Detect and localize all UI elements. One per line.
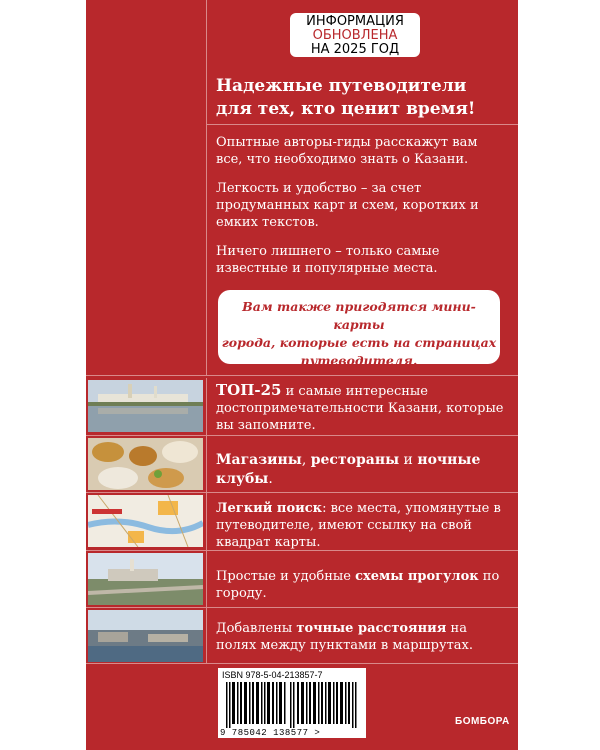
feature-distances-bold: точные расстояния: [296, 621, 447, 636]
feature-walks-bold: схемы прогулок: [355, 569, 479, 584]
divider: [86, 607, 518, 608]
vertical-divider: [206, 378, 207, 663]
city-panorama-photo: [88, 610, 203, 662]
feature-top25-bold: ТОП-25: [216, 381, 282, 399]
feature-distances-pre: Добавлены: [216, 621, 297, 636]
barcode-digits: 9 785042 138577 >: [220, 728, 321, 738]
map-thumbnail: [88, 495, 203, 547]
note-line3: путеводителя.: [300, 353, 418, 368]
feature-search-bold: Легкий поиск: [216, 501, 323, 516]
feature-distances: [216, 620, 506, 654]
note-line1: Вам также пригодятся мини-карты: [242, 299, 476, 332]
barcode: [218, 668, 366, 738]
feature-shops-text-1: ,: [301, 452, 311, 468]
feature-shops-text-3: .: [268, 471, 273, 487]
kremlin-photo: [88, 380, 203, 432]
paragraph-ease: Легкость и удобство – за счет продуманных карт и схем, коротких и емких текстов.: [216, 181, 479, 230]
barcode-bars: [226, 682, 358, 728]
divider: [86, 663, 518, 664]
vertical-divider: [206, 0, 207, 375]
isbn-text: ISBN 978-5-04-213857-7: [222, 670, 323, 680]
paragraph-nothing-extra: Ничего лишнего – только самые известные и популярные места.: [216, 244, 440, 276]
feature-search-text: : все места, упомянутые в путеводителе, имеют ссылку на свой квадрат карты.: [216, 501, 501, 550]
feature-walks-pre: Простые и удобные: [216, 569, 356, 584]
headline: [216, 75, 506, 121]
update-badge: [290, 13, 420, 57]
note-line2: города, которые есть на страницах: [221, 335, 497, 350]
feature-walks-text: по городу.: [216, 569, 500, 601]
paragraph-authors: Опытные авторы-гиды расскажут вам все, что необходимо знать о Казани.: [216, 135, 478, 167]
feature-shops-bold-1: Магазины: [216, 452, 302, 468]
divider: [86, 435, 518, 436]
publisher-logo: БОМБОРА: [455, 716, 510, 727]
divider: [86, 375, 518, 376]
divider: [86, 492, 518, 493]
food-photo: [88, 438, 203, 490]
feature-shops-bold-2: рестораны: [310, 452, 400, 468]
feature-distances-text: на полях между пунктами в маршрутах.: [216, 621, 474, 653]
headline-line1: Надежные путеводители: [216, 76, 467, 96]
badge-line2: ОБНОВЛЕНА: [312, 28, 398, 43]
headline-line2: для тех, кто ценит время!: [216, 99, 476, 119]
feature-shops-bold-3: ночные клубы: [216, 452, 481, 487]
feature-top25: [216, 382, 506, 434]
divider: [206, 124, 518, 125]
badge-line3: НА 2025 ГОД: [310, 42, 400, 57]
feature-top25-text: и самые интересные достопримечательности Казани, которые вы запомните.: [216, 384, 504, 433]
badge-line1: ИНФОРМАЦИЯ: [306, 14, 404, 29]
walking-route-photo: [88, 553, 203, 605]
feature-walks: [216, 568, 506, 602]
mini-maps-note: [218, 290, 500, 368]
feature-shops: [216, 451, 506, 489]
feature-search: [216, 500, 506, 551]
feature-shops-text-2: и: [399, 452, 418, 468]
